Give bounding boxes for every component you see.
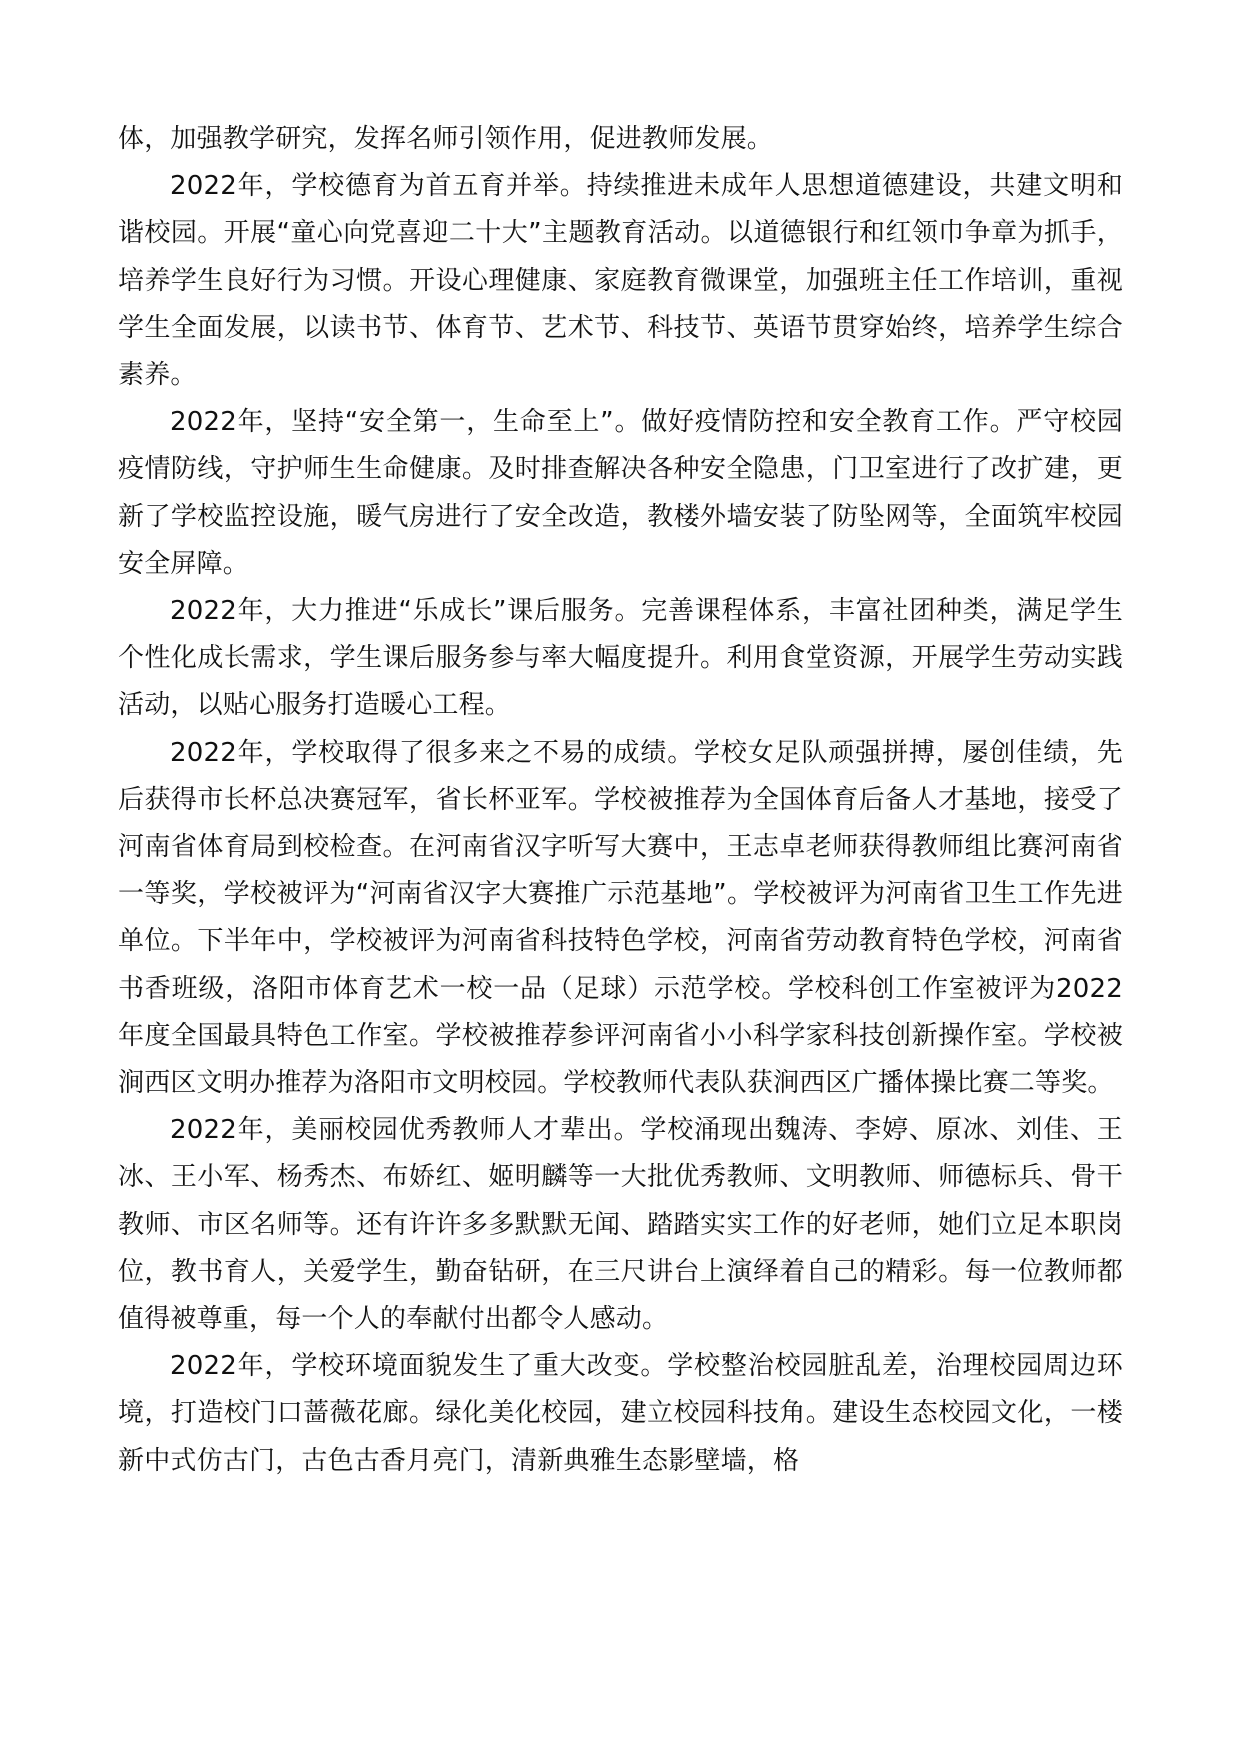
paragraph-continued: 体，加强教学研究，发挥名师引领作用，促进教师发展。 bbox=[118, 124, 774, 154]
paragraph-environment: 2022年，学校环境面貌发生了重大改变。学校整治校园脏乱差，治理校园周边环境，打造校门口蔷薇花廊。绿化美化校园，建立校园科技角。建设生态校园文化，一楼新中式仿古门，古色古香月亮门，清新典雅生态影壁墙，格 bbox=[118, 1351, 1123, 1476]
paragraph-moral-education: 2022年，学校德育为首五育并举。持续推进未成年人思想道德建设，共建文明和谐校园。开展“童心向党喜迎二十大”主题教育活动。以道德银行和红领巾争章为抓手，培养学生良好行为习惯。开设心理健康、家庭教育微课堂，加强班主任工作培训，重视学生全面发展，以读书节、体育节、艺术节、科技节、英语节贯穿始终，培养学生综合素养。 bbox=[118, 171, 1123, 391]
paragraph-teachers: 2022年，美丽校园优秀教师人才辈出。学校涌现出魏涛、李婷、原冰、刘佳、王冰、王小军、杨秀杰、布娇红、姬明麟等一大批优秀教师、文明教师、师德标兵、骨干教师、市区名师等。还有许许多多默默无闻、踏踏实实工作的好老师，她们立足本职岗位，教书育人，关爱学生，勤奋钻研，在三尺讲台上演绎着自己的精彩。每一位教师都值得被尊重，每一个人的奉献付出都令人感动。 bbox=[118, 1115, 1123, 1335]
document-body bbox=[118, 116, 1123, 1485]
paragraph-after-school-service: 2022年，大力推进“乐成长”课后服务。完善课程体系，丰富社团种类，满足学生个性化成长需求，学生课后服务参与率大幅度提升。利用食堂资源，开展学生劳动实践活动，以贴心服务打造暖心工程。 bbox=[118, 596, 1123, 721]
paragraph-safety: 2022年，坚持“安全第一，生命至上”。做好疫情防控和安全教育工作。严守校园疫情防线，守护师生生命健康。及时排查解决各种安全隐患，门卫室进行了改扩建，更新了学校监控设施，暖气房进行了安全改造，教楼外墙安装了防坠网等，全面筑牢校园安全屏障。 bbox=[118, 407, 1123, 579]
paragraph-achievements: 2022年，学校取得了很多来之不易的成绩。学校女足队顽强拼搏，屡创佳绩，先后获得市长杯总决赛冠军，省长杯亚军。学校被推荐为全国体育后备人才基地，接受了河南省体育局到校检查。在河南省汉字听写大赛中，王志卓老师获得教师组比赛河南省一等奖，学校被评为“河南省汉字大赛推广示范基地”。学校被评为河南省卫生工作先进单位。下半年中，学校被评为河南省科技特色学校，河南省劳动教育特色学校，河南省书香班级，洛阳市体育艺术一校一品（足球）示范学校。学校科创工作室被评为2022年度全国最具特色工作室。学校被推荐参评河南省小小科学家科技创新操作室。学校被涧西区文明办推荐为洛阳市文明校园。学校教师代表队获涧西区广播体操比赛二等奖。 bbox=[118, 737, 1123, 1099]
